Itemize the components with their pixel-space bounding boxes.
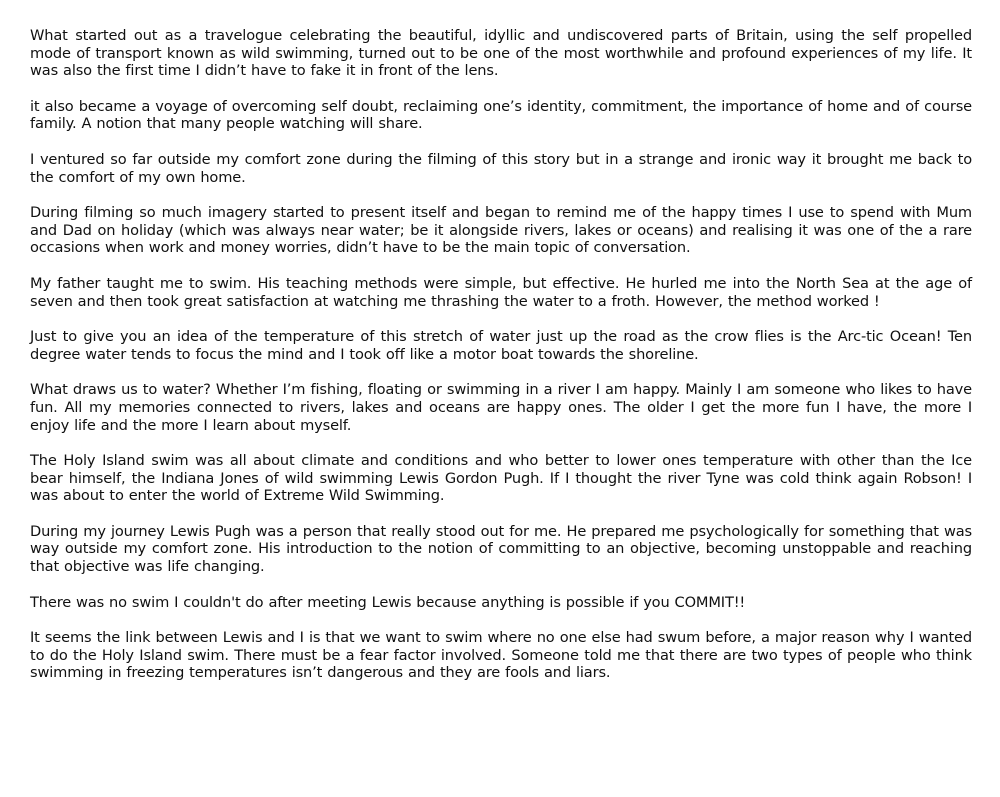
paragraph-father-taught-swim: My father taught me to swim. His teaching methods were simple, but effective. He hurled me into the North Sea at the age of seven and then took great satisfaction at watching me thrashing the water to a froth. However, the method worked ! bbox=[30, 274, 972, 310]
paragraph-water-temperature: Just to give you an idea of the temperature of this stretch of water just up the road as the crow flies is the Arc-tic Ocean! Ten degree water tends to focus the mind and I took off like a motor boat towards the shoreline. bbox=[30, 328, 972, 363]
paragraph-what-draws-us: What draws us to water? Whether I’m fishing, floating or swimming in a river I am happy. Mainly I am someone who likes to have fun. All my memories connected to rivers, lakes and oceans are happy ones. The older I get the more fun I have, the more I enjoy life and the more I learn about myself. bbox=[30, 381, 972, 434]
paragraph-holy-island-swim: The Holy Island swim was all about climate and conditions and who better to lower ones temperature with other than the Ice bear himself, the Indiana Jones of wild swimming Lewis Gordon Pugh. If I thought the river Tyne was cold think again Robson! I was about to enter the world of Extreme Wild Swimming. bbox=[30, 452, 972, 505]
paragraph-fools-and-liars: It seems the link between Lewis and I is that we want to swim where no one else had swum before, a major reason why I wanted to do the Holy Island swim. There must be a fear factor involved. Someone told me that there are two types of people who think swimming in freezing temperatures isn’t dangerous and they are fools and liars. bbox=[30, 629, 972, 682]
paragraph-commit: There was no swim I couldn't do after meeting Lewis because anything is possible if you COMMIT!! bbox=[30, 593, 746, 611]
paragraph-filming-imagery: During filming so much imagery started to present itself and began to remind me of the happy times I use to spend with Mum and Dad on holiday (which was always near water; be it alongside rivers, lakes or oceans) and realising it was one of the a rare occasions when work and money worries, didn’t have to be the main topic of conversation. bbox=[30, 204, 972, 257]
paragraph-comfort-zone: I ventured so far outside my comfort zone during the filming of this story but in a strange and ironic way it brought me back to the comfort of my own home. bbox=[30, 150, 972, 186]
paragraph-self-doubt: it also became a voyage of overcoming self doubt, reclaiming one’s identity, commitment, the importance of home and of course family. A notion that many people watching will share. bbox=[30, 97, 972, 133]
paragraph-travelogue-intro: What started out as a travelogue celebrating the beautiful, idyllic and undiscovered parts of Britain, using the self propelled mode of transport known as wild swimming, turned out to be one of the most worthwhile and profound experiences of my life. It was also the first time I didn’t have to fake it in front of the lens. bbox=[30, 27, 972, 80]
document-body bbox=[30, 27, 972, 700]
paragraph-lewis-pugh: During my journey Lewis Pugh was a person that really stood out for me. He prepared me psychologically for something that was way outside my comfort zone. His introduction to the notion of committing to an objective, becoming unstoppable and reaching that objective was life changing. bbox=[30, 522, 972, 576]
